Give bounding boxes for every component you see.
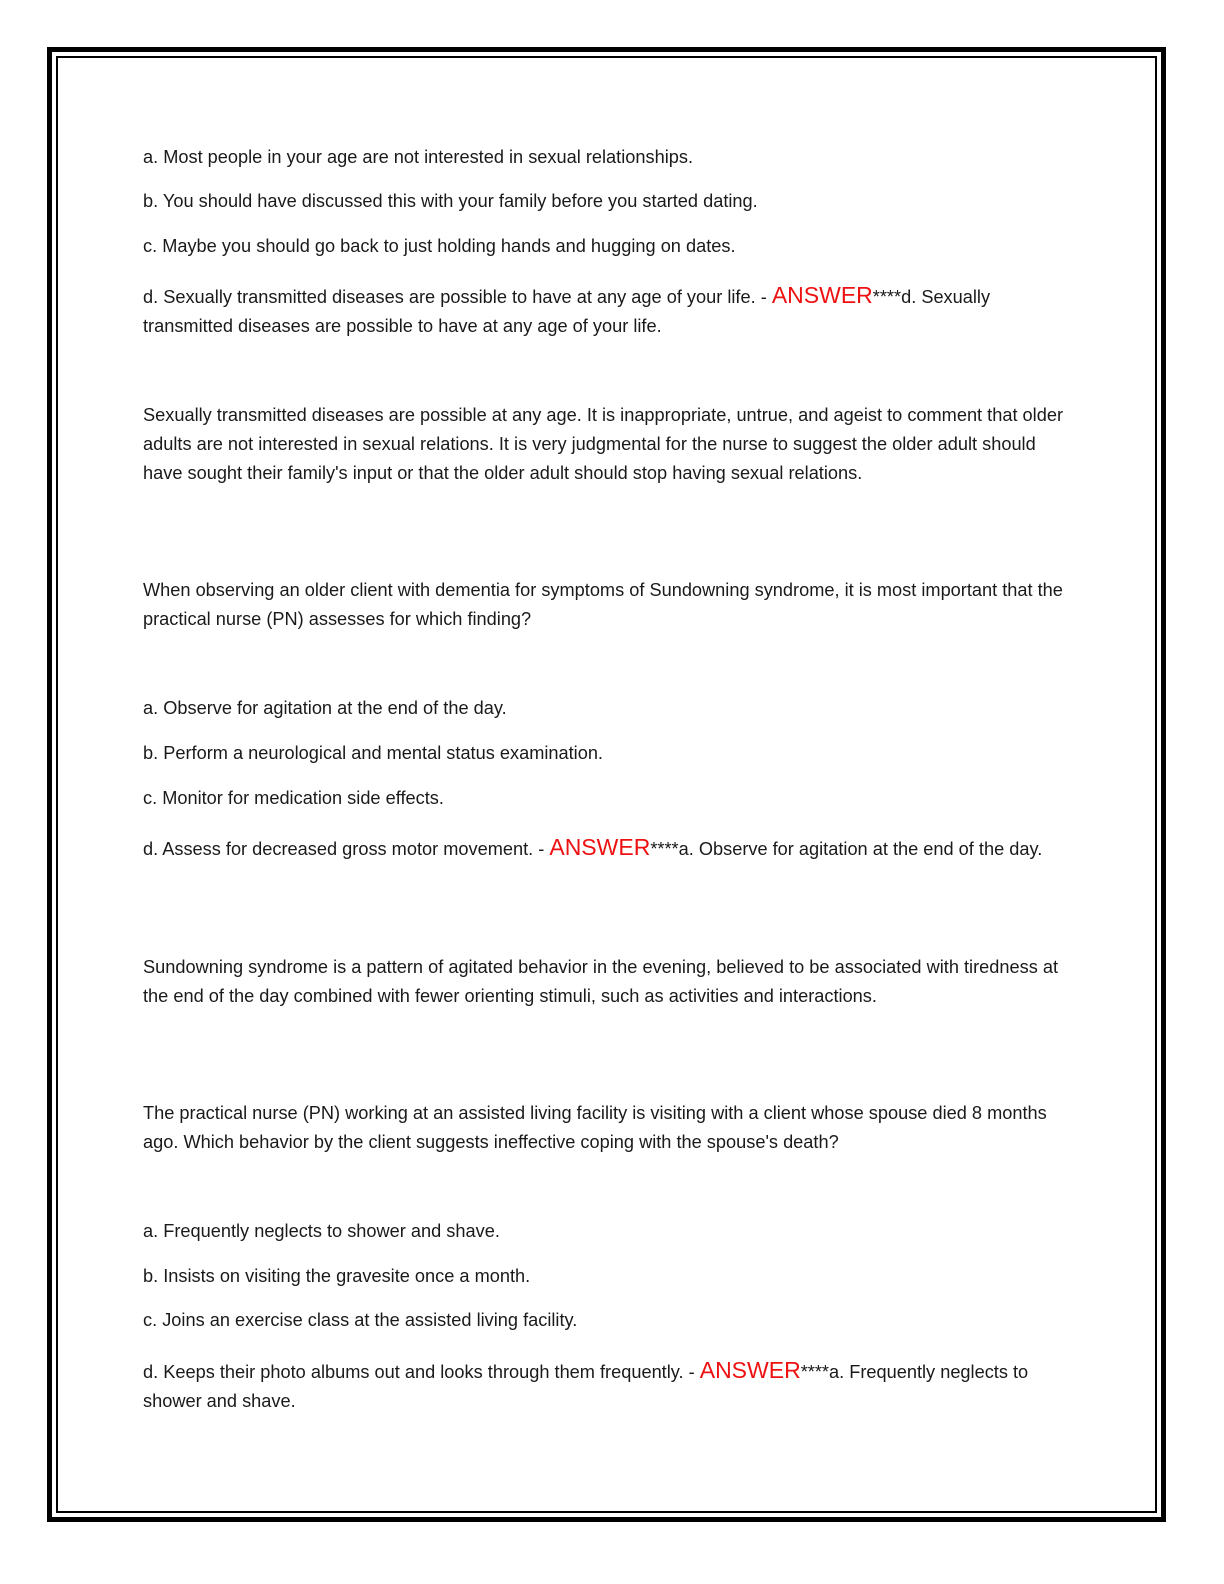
- answer-text: ****a. Observe for agitation at the end of the day.: [650, 839, 1043, 859]
- option-text: d. Keeps their photo albums out and looks through them frequently. -: [143, 1362, 700, 1382]
- q1-option-b: b. You should have discussed this with your family before you started dating.: [143, 191, 758, 211]
- q1-option-c: c. Maybe you should go back to just holding hands and hugging on dates.: [143, 236, 736, 256]
- answer-label: ANSWER: [699, 1357, 801, 1383]
- q1-option-d: [143, 281, 1078, 341]
- q2-rationale: Sundowning syndrome is a pattern of agitated behavior in the evening, believed to be associated with tiredness at the end of the day combined with fewer orienting stimuli, such as activities and interactions.: [143, 957, 1059, 1006]
- answer-label: ANSWER: [549, 834, 651, 860]
- q3-option-a: a. Frequently neglects to shower and shave.: [143, 1221, 500, 1241]
- q2-option-c: c. Monitor for medication side effects.: [143, 788, 444, 808]
- q1-option-a: a. Most people in your age are not interested in sexual relationships.: [143, 147, 693, 167]
- answer-label: ANSWER: [771, 282, 873, 308]
- answer-text: ****d. Sexually transmitted diseases are possible to have at any age of your life.: [143, 287, 991, 336]
- option-text: d. Sexually transmitted diseases are possible to have at any age of your life. -: [143, 287, 772, 307]
- q2-option-b: b. Perform a neurological and mental status examination.: [143, 743, 603, 763]
- q3-option-b: b. Insists on visiting the gravesite once a month.: [143, 1266, 531, 1286]
- q2-option-d: [143, 833, 1078, 864]
- q1-rationale: Sexually transmitted diseases are possible at any age. It is inappropriate, untrue, and ageist to comment that older adults are not interested in sexual relations. It is very judgmental for the nurse to suggest the older adult should have sought their family's input or that the older adult should stop having sexual relations.: [143, 405, 1063, 483]
- q3-stem: The practical nurse (PN) working at an assisted living facility is visiting with a client whose spouse died 8 months ago. Which behavior by the client suggests ineffective coping with the spouse's death?: [143, 1103, 1047, 1152]
- q3-option-d: [143, 1356, 1078, 1416]
- option-text: d. Assess for decreased gross motor movement. -: [143, 839, 550, 859]
- q2-option-a: a. Observe for agitation at the end of the day.: [143, 698, 507, 718]
- q3-option-c: c. Joins an exercise class at the assisted living facility.: [143, 1310, 578, 1330]
- q2-stem: When observing an older client with dementia for symptoms of Sundowning syndrome, it is most important that the practical nurse (PN) assesses for which finding?: [143, 580, 1063, 629]
- answer-text: ****a. Frequently neglects to shower and shave.: [143, 1362, 1029, 1411]
